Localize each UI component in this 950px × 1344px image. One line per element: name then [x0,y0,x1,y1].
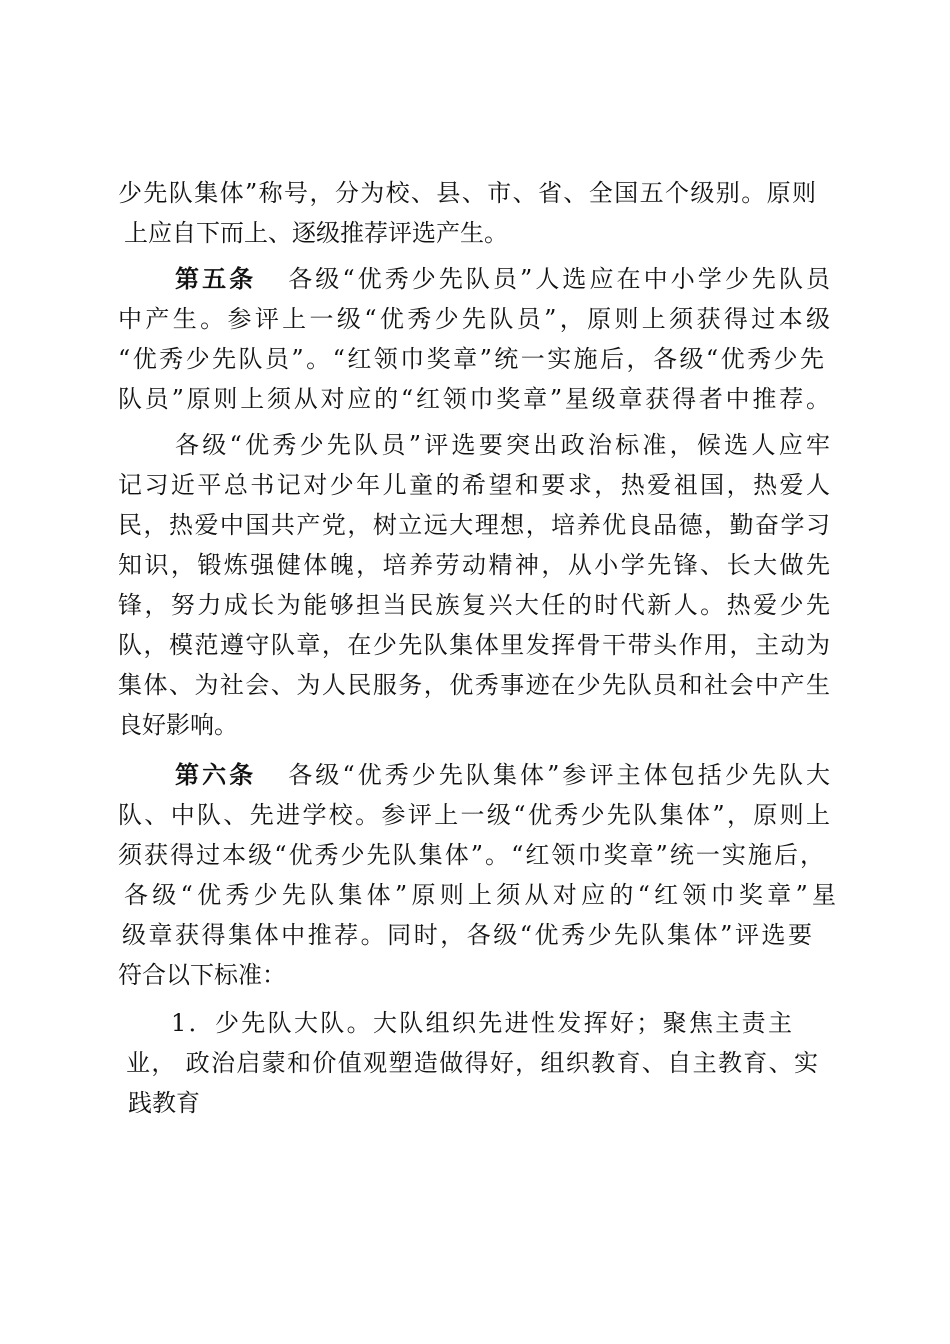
paragraph-line: 民，热爱中国共产党，树立远大理想，培养优良品德，勤奋学习 [118,511,830,539]
article-5-first-line [175,258,830,300]
paragraph-line: 集体、为社会、为人民服务，优秀事迹在少先队员和社会中产生 [118,671,830,699]
article-6-heading: 第六条 [175,761,257,789]
article-6-first-line [175,754,830,796]
paragraph-text: 各级“优秀少先队集体”参评主体包括少先队大 [288,761,830,789]
paragraph-line: 队，模范遵守队章，在少先队集体里发挥骨干带头作用，主动为 [118,631,830,659]
paragraph-line: 业， 政治启蒙和价值观塑造做得好，组织教育、自主教育、实 [126,1049,818,1077]
paragraph-line: “优秀少先队员”。“红领巾奖章”统一实施后，各级“优秀少先 [118,345,824,373]
paragraph-line: 良好影响。 [118,711,238,739]
paragraph-line: 锋，努力成长为能够担当民族复兴大任的时代新人。热爱少先 [118,591,830,619]
paragraph-line: 中产生。参评上一级“优秀少先队员”，原则上须获得过本级 [118,305,830,333]
paragraph-line: 队员”原则上须从对应的“红领巾奖章”星级章获得者中推荐。 [118,385,830,413]
paragraph-line: 知识，锻炼强健体魄，培养劳动精神，从小学先锋、长大做先 [118,551,830,579]
paragraph-line: 少先队集体”称号，分为校、县、市、省、全国五个级别。原则 [118,179,816,207]
paragraph-line: 须获得过本级“优秀少先队集体”。“红领巾奖章”统一实施后， [118,841,824,869]
paragraph-line: 上应自下而上、逐级推荐评选产生。 [124,219,508,247]
paragraph-line: 各级“优秀少先队员”评选要突出政治标准，候选人应牢 [175,431,830,459]
paragraph-line: 级章获得集体中推荐。同时，各级“优秀少先队集体”评选要 [122,921,812,949]
paragraph-line: 记习近平总书记对少年儿童的希望和要求，热爱祖国，热爱人 [118,471,830,499]
list-item-line: 1．少先队大队。大队组织先进性发挥好；聚焦主责主 [171,1009,792,1037]
article-5-heading: 第五条 [175,265,257,293]
paragraph-line: 各级“优秀少先队集体”原则上须从对应的“红领巾奖章”星 [124,881,836,909]
paragraph-line: 践教育 [128,1089,200,1117]
paragraph-text: 各级“优秀少先队员”人选应在中小学少先队员 [288,265,830,293]
paragraph-line: 符合以下标准： [118,961,286,989]
paragraph-line: 队、中队、先进学校。参评上一级“优秀少先队集体”，原则上 [118,801,830,829]
